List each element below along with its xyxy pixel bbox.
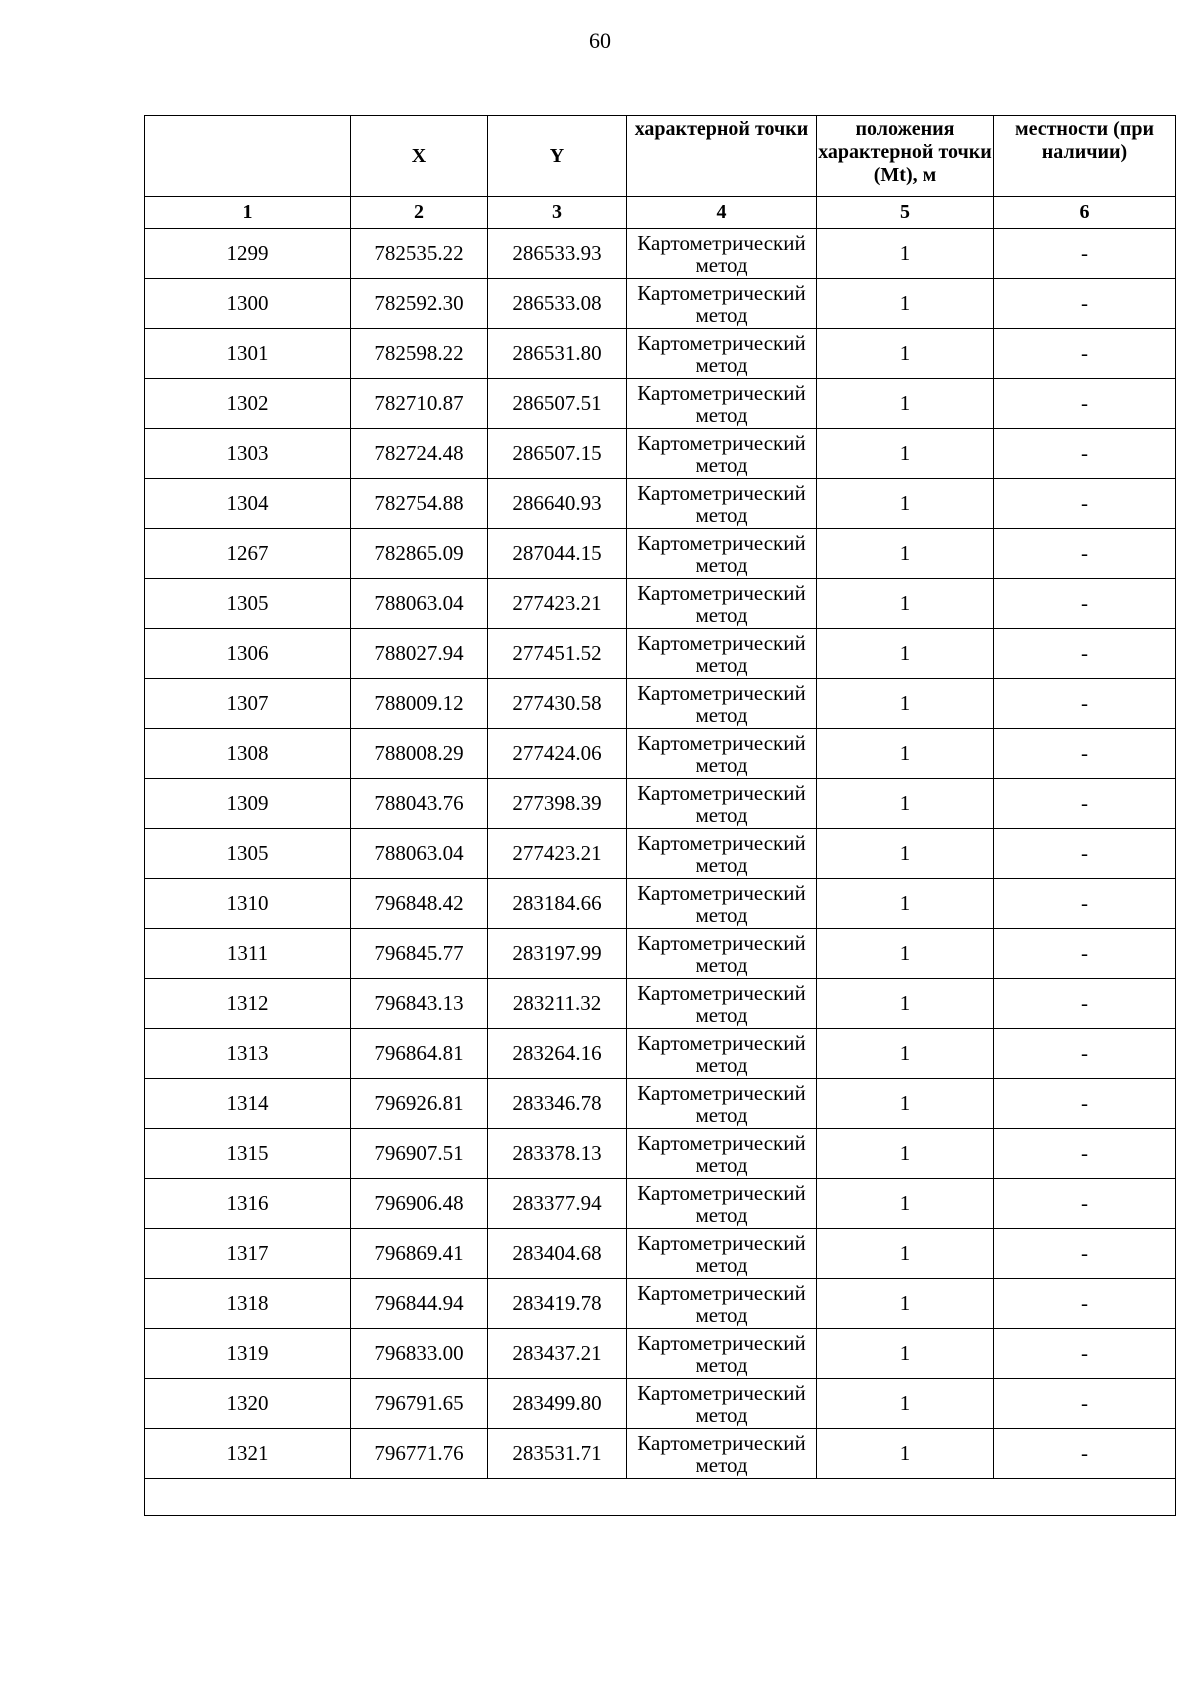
- description-cell: -: [994, 529, 1176, 579]
- x-coordinate-cell: 796906.48: [351, 1179, 488, 1229]
- method-cell: Картометрический метод: [627, 1279, 817, 1329]
- point-id-cell: 1317: [145, 1229, 351, 1279]
- header-point-name: [145, 116, 351, 197]
- accuracy-cell: 1: [817, 1129, 994, 1179]
- point-id-cell: 1320: [145, 1379, 351, 1429]
- table-row: [145, 1429, 1176, 1479]
- x-coordinate-cell: 788063.04: [351, 579, 488, 629]
- table-row: [145, 979, 1176, 1029]
- method-cell: Картометрический метод: [627, 1129, 817, 1179]
- coordinates-table: [144, 115, 1176, 1516]
- point-id-cell: 1311: [145, 929, 351, 979]
- header-accuracy: [817, 116, 994, 197]
- header-method-text: характерной точки: [634, 118, 809, 140]
- method-cell: Картометрический метод: [627, 1429, 817, 1479]
- method-cell: Картометрический метод: [627, 1029, 817, 1079]
- method-cell: Картометрический метод: [627, 329, 817, 379]
- point-id-cell: 1315: [145, 1129, 351, 1179]
- method-cell: Картометрический метод: [627, 879, 817, 929]
- description-cell: -: [994, 779, 1176, 829]
- description-cell: -: [994, 1379, 1176, 1429]
- table-row: [145, 929, 1176, 979]
- point-id-cell: 1309: [145, 779, 351, 829]
- y-coordinate-cell: 283184.66: [488, 879, 627, 929]
- accuracy-cell: 1: [817, 1329, 994, 1379]
- point-id-cell: 1301: [145, 329, 351, 379]
- table-row: [145, 229, 1176, 279]
- accuracy-cell: 1: [817, 529, 994, 579]
- point-id-cell: 1318: [145, 1279, 351, 1329]
- accuracy-cell: 1: [817, 229, 994, 279]
- point-id-cell: 1302: [145, 379, 351, 429]
- method-cell: Картометрический метод: [627, 579, 817, 629]
- description-cell: -: [994, 579, 1176, 629]
- method-cell: Картометрический метод: [627, 1179, 817, 1229]
- x-coordinate-cell: 796926.81: [351, 1079, 488, 1129]
- y-coordinate-cell: 283437.21: [488, 1329, 627, 1379]
- method-cell: Картометрический метод: [627, 729, 817, 779]
- accuracy-cell: 1: [817, 629, 994, 679]
- method-cell: Картометрический метод: [627, 1379, 817, 1429]
- method-cell: Картометрический метод: [627, 379, 817, 429]
- x-coordinate-cell: 782724.48: [351, 429, 488, 479]
- table-row: [145, 329, 1176, 379]
- method-cell: Картометрический метод: [627, 679, 817, 729]
- table-row: [145, 829, 1176, 879]
- description-cell: -: [994, 429, 1176, 479]
- point-id-cell: 1304: [145, 479, 351, 529]
- x-coordinate-cell: 788027.94: [351, 629, 488, 679]
- method-cell: Картометрический метод: [627, 429, 817, 479]
- description-cell: -: [994, 479, 1176, 529]
- x-coordinate-cell: 788063.04: [351, 829, 488, 879]
- y-coordinate-cell: 286507.15: [488, 429, 627, 479]
- x-coordinate-cell: 782598.22: [351, 329, 488, 379]
- method-cell: Картометрический метод: [627, 479, 817, 529]
- point-id-cell: 1316: [145, 1179, 351, 1229]
- table-header-row: [145, 116, 1176, 197]
- point-id-cell: 1308: [145, 729, 351, 779]
- y-coordinate-cell: 286533.08: [488, 279, 627, 329]
- point-id-cell: 1312: [145, 979, 351, 1029]
- y-coordinate-cell: 286507.51: [488, 379, 627, 429]
- description-cell: -: [994, 1179, 1176, 1229]
- x-coordinate-cell: 788009.12: [351, 679, 488, 729]
- table-row: [145, 1179, 1176, 1229]
- accuracy-cell: 1: [817, 679, 994, 729]
- accuracy-cell: 1: [817, 929, 994, 979]
- y-coordinate-cell: 277424.06: [488, 729, 627, 779]
- description-cell: -: [994, 379, 1176, 429]
- column-number-row: [145, 197, 1176, 229]
- description-cell: -: [994, 829, 1176, 879]
- point-id-cell: 1314: [145, 1079, 351, 1129]
- table-row: [145, 779, 1176, 829]
- x-coordinate-cell: 796848.42: [351, 879, 488, 929]
- y-coordinate-cell: 277423.21: [488, 579, 627, 629]
- column-number: 4: [627, 197, 817, 229]
- description-cell: -: [994, 729, 1176, 779]
- x-coordinate-cell: 796844.94: [351, 1279, 488, 1329]
- point-id-cell: 1310: [145, 879, 351, 929]
- y-coordinate-cell: 283211.32: [488, 979, 627, 1029]
- method-cell: Картометрический метод: [627, 529, 817, 579]
- table-row: [145, 629, 1176, 679]
- y-coordinate-cell: 286640.93: [488, 479, 627, 529]
- header-description-text: местности (при наличии): [1014, 118, 1155, 163]
- description-cell: -: [994, 1229, 1176, 1279]
- point-id-cell: 1306: [145, 629, 351, 679]
- y-coordinate-cell: 283499.80: [488, 1379, 627, 1429]
- table-row: [145, 1029, 1176, 1079]
- description-cell: -: [994, 329, 1176, 379]
- y-coordinate-cell: 283378.13: [488, 1129, 627, 1179]
- x-coordinate-cell: 782865.09: [351, 529, 488, 579]
- point-id-cell: 1321: [145, 1429, 351, 1479]
- point-id-cell: 1305: [145, 829, 351, 879]
- method-cell: Картометрический метод: [627, 829, 817, 879]
- accuracy-cell: 1: [817, 1079, 994, 1129]
- header-accuracy-text: положения характерной точки (Mt), м: [818, 118, 992, 186]
- x-coordinate-cell: 788043.76: [351, 779, 488, 829]
- y-coordinate-cell: 286533.93: [488, 229, 627, 279]
- table-row: [145, 1079, 1176, 1129]
- description-cell: -: [994, 1079, 1176, 1129]
- y-coordinate-cell: 283377.94: [488, 1179, 627, 1229]
- table-row: [145, 879, 1176, 929]
- method-cell: Картометрический метод: [627, 929, 817, 979]
- point-id-cell: 1307: [145, 679, 351, 729]
- table-row: [145, 529, 1176, 579]
- accuracy-cell: 1: [817, 729, 994, 779]
- column-number: 5: [817, 197, 994, 229]
- accuracy-cell: 1: [817, 579, 994, 629]
- accuracy-cell: 1: [817, 379, 994, 429]
- table-row: [145, 1329, 1176, 1379]
- table-row: [145, 479, 1176, 529]
- accuracy-cell: 1: [817, 829, 994, 879]
- y-coordinate-cell: 277398.39: [488, 779, 627, 829]
- page-number: 60: [589, 28, 611, 53]
- accuracy-cell: 1: [817, 779, 994, 829]
- column-number: 3: [488, 197, 627, 229]
- method-cell: Картометрический метод: [627, 1229, 817, 1279]
- point-id-cell: 1305: [145, 579, 351, 629]
- y-coordinate-cell: 283419.78: [488, 1279, 627, 1329]
- column-number: 1: [145, 197, 351, 229]
- accuracy-cell: 1: [817, 879, 994, 929]
- y-coordinate-cell: 283531.71: [488, 1429, 627, 1479]
- header-method: [627, 116, 817, 197]
- description-cell: -: [994, 1129, 1176, 1179]
- accuracy-cell: 1: [817, 1179, 994, 1229]
- y-coordinate-cell: 277430.58: [488, 679, 627, 729]
- table-row: [145, 429, 1176, 479]
- accuracy-cell: 1: [817, 1379, 994, 1429]
- table-row: [145, 1279, 1176, 1329]
- point-id-cell: 1319: [145, 1329, 351, 1379]
- x-coordinate-cell: 796864.81: [351, 1029, 488, 1079]
- table-row: [145, 679, 1176, 729]
- table-row: [145, 1129, 1176, 1179]
- y-coordinate-cell: 277451.52: [488, 629, 627, 679]
- accuracy-cell: 1: [817, 329, 994, 379]
- x-coordinate-cell: 796869.41: [351, 1229, 488, 1279]
- y-coordinate-cell: 283404.68: [488, 1229, 627, 1279]
- table-row: [145, 1379, 1176, 1429]
- accuracy-cell: 1: [817, 279, 994, 329]
- description-cell: -: [994, 879, 1176, 929]
- description-cell: -: [994, 1279, 1176, 1329]
- accuracy-cell: 1: [817, 479, 994, 529]
- accuracy-cell: 1: [817, 1229, 994, 1279]
- empty-footer-cell: [145, 1479, 1176, 1516]
- y-coordinate-cell: 286531.80: [488, 329, 627, 379]
- y-coordinate-cell: 287044.15: [488, 529, 627, 579]
- point-id-cell: 1299: [145, 229, 351, 279]
- y-coordinate-cell: 283264.16: [488, 1029, 627, 1079]
- accuracy-cell: 1: [817, 429, 994, 479]
- description-cell: -: [994, 1429, 1176, 1479]
- point-id-cell: 1303: [145, 429, 351, 479]
- method-cell: Картометрический метод: [627, 1329, 817, 1379]
- x-coordinate-cell: 796771.76: [351, 1429, 488, 1479]
- y-coordinate-cell: 277423.21: [488, 829, 627, 879]
- x-coordinate-cell: 796833.00: [351, 1329, 488, 1379]
- x-coordinate-cell: 796907.51: [351, 1129, 488, 1179]
- column-number: 6: [994, 197, 1176, 229]
- point-id-cell: 1300: [145, 279, 351, 329]
- description-cell: -: [994, 629, 1176, 679]
- point-id-cell: 1267: [145, 529, 351, 579]
- table-row: [145, 729, 1176, 779]
- x-coordinate-cell: 796843.13: [351, 979, 488, 1029]
- description-cell: -: [994, 279, 1176, 329]
- x-coordinate-cell: 782592.30: [351, 279, 488, 329]
- method-cell: Картометрический метод: [627, 229, 817, 279]
- description-cell: -: [994, 679, 1176, 729]
- description-cell: -: [994, 929, 1176, 979]
- column-number: 2: [351, 197, 488, 229]
- description-cell: -: [994, 229, 1176, 279]
- accuracy-cell: 1: [817, 1279, 994, 1329]
- x-coordinate-cell: 782535.22: [351, 229, 488, 279]
- x-coordinate-cell: 788008.29: [351, 729, 488, 779]
- x-coordinate-cell: 796791.65: [351, 1379, 488, 1429]
- table-row: [145, 1229, 1176, 1279]
- point-id-cell: 1313: [145, 1029, 351, 1079]
- x-coordinate-cell: 796845.77: [351, 929, 488, 979]
- y-coordinate-cell: 283197.99: [488, 929, 627, 979]
- x-coordinate-cell: 782710.87: [351, 379, 488, 429]
- header-description: [994, 116, 1176, 197]
- table-body: [145, 229, 1176, 1516]
- empty-footer-row: [145, 1479, 1176, 1516]
- table-row: [145, 579, 1176, 629]
- header-x: X: [351, 116, 488, 197]
- accuracy-cell: 1: [817, 979, 994, 1029]
- description-cell: -: [994, 1329, 1176, 1379]
- method-cell: Картометрический метод: [627, 779, 817, 829]
- method-cell: Картометрический метод: [627, 629, 817, 679]
- table-row: [145, 279, 1176, 329]
- method-cell: Картометрический метод: [627, 279, 817, 329]
- description-cell: -: [994, 1029, 1176, 1079]
- header-y: Y: [488, 116, 627, 197]
- y-coordinate-cell: 283346.78: [488, 1079, 627, 1129]
- method-cell: Картометрический метод: [627, 1079, 817, 1129]
- accuracy-cell: 1: [817, 1029, 994, 1079]
- accuracy-cell: 1: [817, 1429, 994, 1479]
- method-cell: Картометрический метод: [627, 979, 817, 1029]
- table-row: [145, 379, 1176, 429]
- description-cell: -: [994, 979, 1176, 1029]
- x-coordinate-cell: 782754.88: [351, 479, 488, 529]
